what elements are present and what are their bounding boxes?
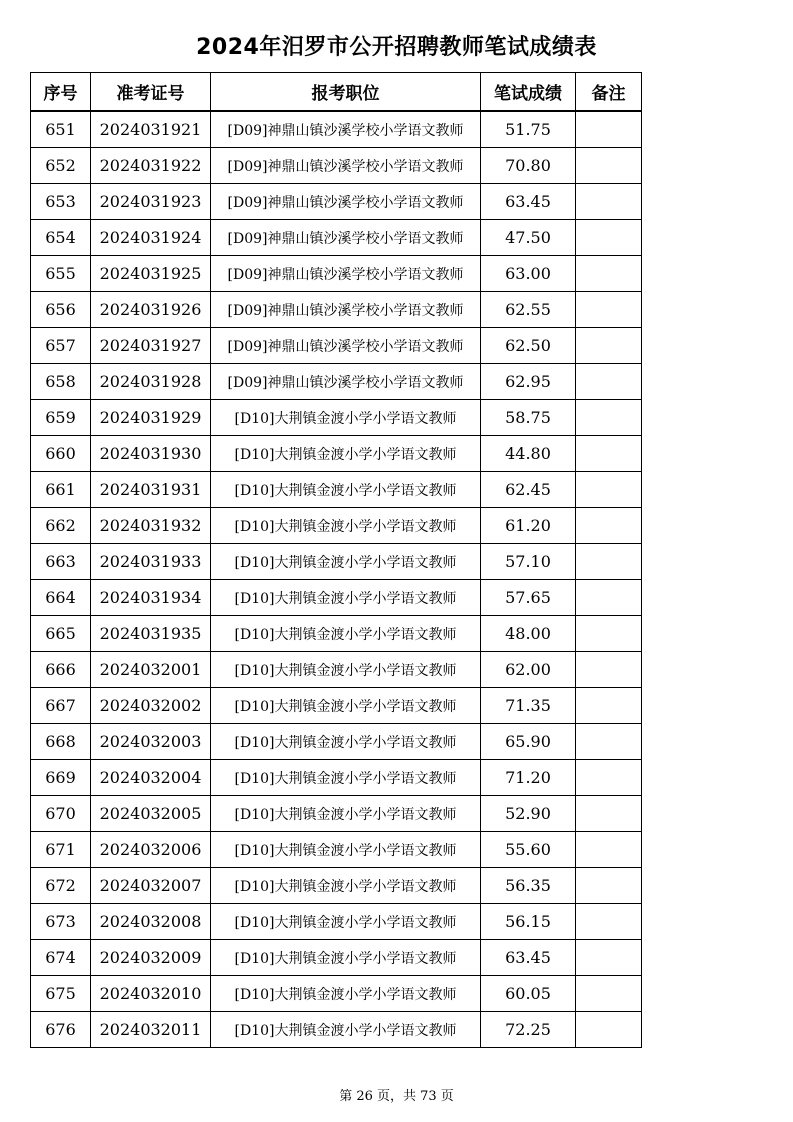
position-cell: [D09]神鼎山镇沙溪学校小学语文教师 (211, 364, 481, 400)
position-cell: [D10]大荆镇金渡小学小学语文教师 (211, 832, 481, 868)
table-row (31, 652, 642, 688)
exam-id-cell: 2024032001 (91, 652, 211, 688)
seq-cell: 654 (31, 220, 91, 256)
position-cell: [D10]大荆镇金渡小学小学语文教师 (211, 760, 481, 796)
seq-cell: 662 (31, 508, 91, 544)
table-row (31, 364, 642, 400)
header-remark: 备注 (576, 73, 642, 112)
seq-cell: 667 (31, 688, 91, 724)
exam-id-cell: 2024031922 (91, 148, 211, 184)
seq-cell: 655 (31, 256, 91, 292)
exam-id-cell: 2024031934 (91, 580, 211, 616)
seq-cell: 660 (31, 436, 91, 472)
position-cell: [D10]大荆镇金渡小学小学语文教师 (211, 688, 481, 724)
seq-cell: 670 (31, 796, 91, 832)
remark-cell (576, 111, 642, 148)
position-cell: [D10]大荆镇金渡小学小学语文教师 (211, 580, 481, 616)
exam-id-cell: 2024032006 (91, 832, 211, 868)
score-cell: 51.75 (481, 111, 576, 148)
score-cell: 63.00 (481, 256, 576, 292)
position-cell: [D09]神鼎山镇沙溪学校小学语文教师 (211, 111, 481, 148)
position-cell: [D10]大荆镇金渡小学小学语文教师 (211, 904, 481, 940)
score-cell: 47.50 (481, 220, 576, 256)
remark-cell (576, 364, 642, 400)
seq-cell: 653 (31, 184, 91, 220)
position-cell: [D10]大荆镇金渡小学小学语文教师 (211, 868, 481, 904)
remark-cell (576, 796, 642, 832)
exam-id-cell: 2024031926 (91, 292, 211, 328)
exam-id-cell: 2024032007 (91, 868, 211, 904)
exam-id-cell: 2024031927 (91, 328, 211, 364)
score-cell: 57.65 (481, 580, 576, 616)
remark-cell (576, 508, 642, 544)
remark-cell (576, 688, 642, 724)
position-cell: [D10]大荆镇金渡小学小学语文教师 (211, 544, 481, 580)
position-cell: [D10]大荆镇金渡小学小学语文教师 (211, 400, 481, 436)
seq-cell: 675 (31, 976, 91, 1012)
score-cell: 62.00 (481, 652, 576, 688)
remark-cell (576, 868, 642, 904)
seq-cell: 664 (31, 580, 91, 616)
seq-cell: 669 (31, 760, 91, 796)
remark-cell (576, 940, 642, 976)
position-cell: [D10]大荆镇金渡小学小学语文教师 (211, 796, 481, 832)
remark-cell (576, 184, 642, 220)
exam-id-cell: 2024031925 (91, 256, 211, 292)
remark-cell (576, 472, 642, 508)
exam-id-cell: 2024032004 (91, 760, 211, 796)
score-cell: 60.05 (481, 976, 576, 1012)
table-row (31, 472, 642, 508)
table-row (31, 436, 642, 472)
score-cell: 62.55 (481, 292, 576, 328)
table-row (31, 868, 642, 904)
remark-cell (576, 904, 642, 940)
exam-id-cell: 2024032011 (91, 1012, 211, 1048)
table-row (31, 148, 642, 184)
seq-cell: 671 (31, 832, 91, 868)
position-cell: [D10]大荆镇金渡小学小学语文教师 (211, 652, 481, 688)
remark-cell (576, 292, 642, 328)
exam-id-cell: 2024032008 (91, 904, 211, 940)
header-exam-id: 准考证号 (91, 73, 211, 112)
score-cell: 61.20 (481, 508, 576, 544)
score-cell: 72.25 (481, 1012, 576, 1048)
table-row (31, 111, 642, 148)
position-cell: [D10]大荆镇金渡小学小学语文教师 (211, 472, 481, 508)
position-cell: [D09]神鼎山镇沙溪学校小学语文教师 (211, 148, 481, 184)
score-cell: 63.45 (481, 940, 576, 976)
remark-cell (576, 328, 642, 364)
exam-id-cell: 2024031928 (91, 364, 211, 400)
remark-cell (576, 976, 642, 1012)
seq-cell: 652 (31, 148, 91, 184)
score-cell: 71.35 (481, 688, 576, 724)
score-cell: 71.20 (481, 760, 576, 796)
seq-cell: 651 (31, 111, 91, 148)
table-row (31, 580, 642, 616)
score-cell: 56.15 (481, 904, 576, 940)
table-row (31, 184, 642, 220)
position-cell: [D10]大荆镇金渡小学小学语文教师 (211, 724, 481, 760)
exam-id-cell: 2024031932 (91, 508, 211, 544)
position-cell: [D10]大荆镇金渡小学小学语文教师 (211, 940, 481, 976)
header-seq: 序号 (31, 73, 91, 112)
exam-id-cell: 2024032002 (91, 688, 211, 724)
table-row (31, 544, 642, 580)
table-row (31, 1012, 642, 1048)
position-cell: [D09]神鼎山镇沙溪学校小学语文教师 (211, 328, 481, 364)
exam-id-cell: 2024031921 (91, 111, 211, 148)
table-row (31, 688, 642, 724)
table-row (31, 292, 642, 328)
table-row (31, 328, 642, 364)
position-cell: [D10]大荆镇金渡小学小学语文教师 (211, 508, 481, 544)
seq-cell: 676 (31, 1012, 91, 1048)
position-cell: [D10]大荆镇金渡小学小学语文教师 (211, 616, 481, 652)
table-row (31, 760, 642, 796)
seq-cell: 657 (31, 328, 91, 364)
exam-id-cell: 2024032010 (91, 976, 211, 1012)
remark-cell (576, 832, 642, 868)
remark-cell (576, 400, 642, 436)
position-cell: [D09]神鼎山镇沙溪学校小学语文教师 (211, 256, 481, 292)
exam-id-cell: 2024032009 (91, 940, 211, 976)
score-cell: 63.45 (481, 184, 576, 220)
score-cell: 48.00 (481, 616, 576, 652)
position-cell: [D10]大荆镇金渡小学小学语文教师 (211, 976, 481, 1012)
exam-id-cell: 2024031923 (91, 184, 211, 220)
remark-cell (576, 148, 642, 184)
score-cell: 62.45 (481, 472, 576, 508)
seq-cell: 661 (31, 472, 91, 508)
remark-cell (576, 724, 642, 760)
table-row (31, 796, 642, 832)
score-cell: 62.50 (481, 328, 576, 364)
exam-id-cell: 2024031924 (91, 220, 211, 256)
seq-cell: 673 (31, 904, 91, 940)
score-cell: 55.60 (481, 832, 576, 868)
exam-id-cell: 2024031931 (91, 472, 211, 508)
position-cell: [D09]神鼎山镇沙溪学校小学语文教师 (211, 184, 481, 220)
score-cell: 58.75 (481, 400, 576, 436)
seq-cell: 674 (31, 940, 91, 976)
exam-id-cell: 2024031930 (91, 436, 211, 472)
exam-id-cell: 2024031935 (91, 616, 211, 652)
score-cell: 62.95 (481, 364, 576, 400)
remark-cell (576, 436, 642, 472)
seq-cell: 666 (31, 652, 91, 688)
remark-cell (576, 580, 642, 616)
table-row (31, 616, 642, 652)
remark-cell (576, 220, 642, 256)
header-score: 笔试成绩 (481, 73, 576, 112)
table-row (31, 724, 642, 760)
position-cell: [D10]大荆镇金渡小学小学语文教师 (211, 1012, 481, 1048)
exam-id-cell: 2024032005 (91, 796, 211, 832)
table-row (31, 976, 642, 1012)
position-cell: [D09]神鼎山镇沙溪学校小学语文教师 (211, 292, 481, 328)
exam-id-cell: 2024031929 (91, 400, 211, 436)
table-row (31, 508, 642, 544)
scores-table (30, 72, 642, 1048)
score-cell: 65.90 (481, 724, 576, 760)
table-header-row (31, 73, 642, 112)
seq-cell: 672 (31, 868, 91, 904)
score-cell: 52.90 (481, 796, 576, 832)
header-position: 报考职位 (211, 73, 481, 112)
table-body (31, 111, 642, 1048)
seq-cell: 656 (31, 292, 91, 328)
table-row (31, 256, 642, 292)
remark-cell (576, 760, 642, 796)
seq-cell: 668 (31, 724, 91, 760)
table-row (31, 832, 642, 868)
remark-cell (576, 544, 642, 580)
remark-cell (576, 1012, 642, 1048)
seq-cell: 659 (31, 400, 91, 436)
table-row (31, 400, 642, 436)
score-cell: 70.80 (481, 148, 576, 184)
score-cell: 56.35 (481, 868, 576, 904)
page-title: 2024年汨罗市公开招聘教师笔试成绩表 (196, 35, 597, 60)
seq-cell: 663 (31, 544, 91, 580)
table-row (31, 904, 642, 940)
score-cell: 44.80 (481, 436, 576, 472)
score-cell: 57.10 (481, 544, 576, 580)
page-footer: 第 26 页，共 73 页 (339, 1089, 454, 1104)
position-cell: [D10]大荆镇金渡小学小学语文教师 (211, 436, 481, 472)
exam-id-cell: 2024031933 (91, 544, 211, 580)
remark-cell (576, 616, 642, 652)
seq-cell: 665 (31, 616, 91, 652)
exam-id-cell: 2024032003 (91, 724, 211, 760)
table-row (31, 940, 642, 976)
position-cell: [D09]神鼎山镇沙溪学校小学语文教师 (211, 220, 481, 256)
remark-cell (576, 256, 642, 292)
remark-cell (576, 652, 642, 688)
seq-cell: 658 (31, 364, 91, 400)
table-row (31, 220, 642, 256)
